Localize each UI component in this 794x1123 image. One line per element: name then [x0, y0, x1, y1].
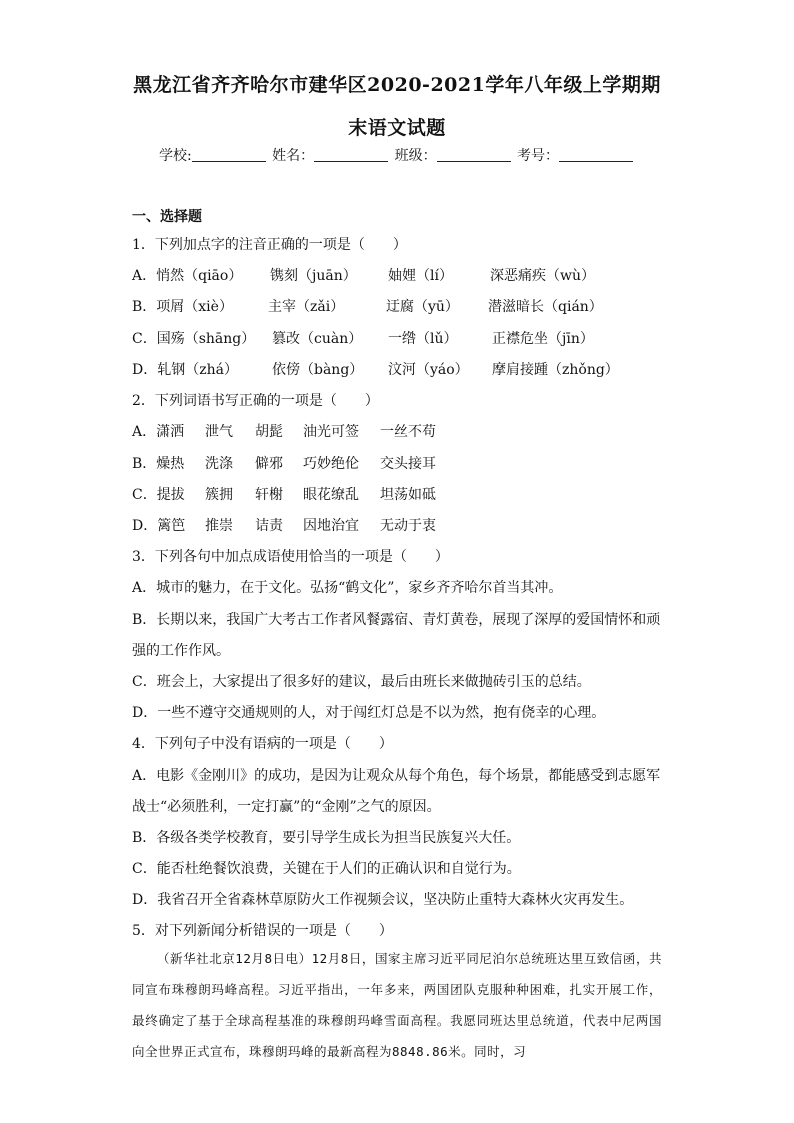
school-blank	[192, 147, 266, 162]
q2-option: 巧妙绝伦	[303, 456, 359, 472]
q2-option: 泄气	[205, 424, 233, 440]
q4-option-d: D．我省召开全省森林草原防火工作视频会议，坚决防止重特大森林火灾再发生。	[132, 892, 634, 908]
q1-option: 一绺（lǔ）	[388, 331, 458, 347]
class-label: 班级：	[394, 148, 437, 164]
q1-option: 主宰（zǎi）	[268, 299, 345, 315]
q2-option: B．燥热	[132, 456, 185, 472]
q3-option-d: D．一些不遵守交通规则的人，对于闯红灯总是不以为然，抱有侥幸的心理。	[132, 705, 606, 721]
name-label: 姓名：	[272, 148, 315, 164]
q1-option: B．项屑（xiè）	[132, 299, 233, 315]
q2-option: 因地治宜	[303, 518, 359, 534]
name-blank	[314, 147, 388, 162]
q3-stem: 3．下列各句中加点成语使用恰当的一项是（ ）	[132, 549, 449, 565]
q4-option-a-cont: 战士“必须胜利，一定打赢”的“金刚”之气的原因。	[132, 799, 441, 815]
page-title-line-2: 末语文试题	[348, 117, 446, 139]
q2-option: 胡髭	[255, 424, 283, 440]
q1-option: 妯娌（lí）	[388, 268, 453, 284]
q1-option: 正襟危坐（jīn）	[492, 331, 594, 347]
school-label: 学校:	[158, 148, 192, 164]
page-title-line-1: 黑龙江省齐齐哈尔市建华区2020-2021学年八年级上学期期	[133, 74, 661, 96]
class-blank	[437, 147, 511, 162]
q4-stem: 4．下列句子中没有语病的一项是（ ）	[132, 736, 393, 752]
q1-option: 篡改（cuàn）	[272, 331, 363, 347]
q4-option-b: B．各级各类学校教育，要引导学生成长为担当民族复兴大任。	[132, 830, 521, 846]
q3-option-b: B．长期以来，我国广大考古工作者风餐露宿、青灯黄卷，展现了深厚的爱国情怀和顽	[132, 612, 661, 628]
student-info-row	[0, 145, 794, 165]
q2-option: 坦荡如砥	[380, 487, 436, 503]
q2-option: 一丝不苟	[380, 424, 436, 440]
q2-option: 僻邪	[255, 456, 283, 472]
q5-stem: 5．对下列新闻分析错误的一项是（ ）	[132, 923, 393, 939]
q1-option: C．国殇（shāng）	[132, 331, 256, 347]
q2-option: 油光可签	[303, 424, 359, 440]
number-label: 考号：	[517, 148, 560, 164]
q1-option: 汶河（yáo）	[388, 362, 469, 378]
number-blank	[559, 147, 633, 162]
q2-option: D．篱笆	[132, 518, 186, 534]
q4-option-c: C．能否杜绝餐饮浪费，关键在于人们的正确认识和自觉行为。	[132, 861, 521, 877]
q3-option-c: C．班会上，大家提出了很多好的建议，最后由班长来做抛砖引玉的总结。	[132, 674, 591, 690]
q1-option: D．轧钢（zhá）	[132, 362, 238, 378]
q2-option: C．提拔	[132, 487, 185, 503]
q2-option: 洗涤	[205, 456, 233, 472]
q1-option: 迂腐（yū）	[386, 299, 459, 315]
q4-option-a: A．电影《金刚川》的成功，是因为让观众从每个角色，每个场景，都能感受到志愿军	[132, 768, 661, 784]
q1-option: 潜滋暗长（qián）	[488, 299, 603, 315]
q2-option: 交头接耳	[380, 456, 436, 472]
q3-option-a: A．城市的魅力，在于文化。弘扬“鹤文化”，家乡齐齐哈尔首当其冲。	[132, 580, 563, 596]
q2-option: 轩榭	[255, 487, 283, 503]
q2-option: 眼花缭乱	[303, 487, 359, 503]
q2-option: 无动于衷	[380, 518, 436, 534]
section-heading: 一、选择题	[132, 209, 202, 225]
q2-option: 簇拥	[205, 487, 233, 503]
q2-option: 推崇	[205, 518, 233, 534]
q2-option: 诘责	[255, 518, 283, 534]
q1-option: 镌刻（juān）	[270, 268, 357, 284]
news-passage: （新华社北京12月8日电）12月8日，国家主席习近平同尼泊尔总统班达里互致信函，共同宣布珠穆朗玛峰高程。习近平指出，一年多来，两国团队克服种种困难，扎实开展工作，最终确定了基于全球高程基准的珠穆朗玛峰雪面高程。我愿同班达里总统道，代表中尼两国向全世界正式宣布，珠穆朗玛峰的最新高程为8848.86米。同时，习	[132, 951, 662, 1059]
q2-option: A．潇洒	[132, 424, 185, 440]
q3-option-b-cont: 强的工作作风。	[132, 643, 230, 659]
q1-option: 摩肩接踵（zhǒng）	[492, 362, 619, 378]
q2-stem: 2．下列词语书写正确的一项是（ ）	[132, 393, 379, 409]
q1-option: A．悄然（qiāo）	[132, 268, 243, 284]
q1-option: 依傍（bàng）	[272, 362, 364, 378]
q1-stem: 1．下列加点字的注音正确的一项是（ ）	[132, 237, 407, 253]
q1-option: 深恶痛疾（wù）	[490, 268, 595, 284]
